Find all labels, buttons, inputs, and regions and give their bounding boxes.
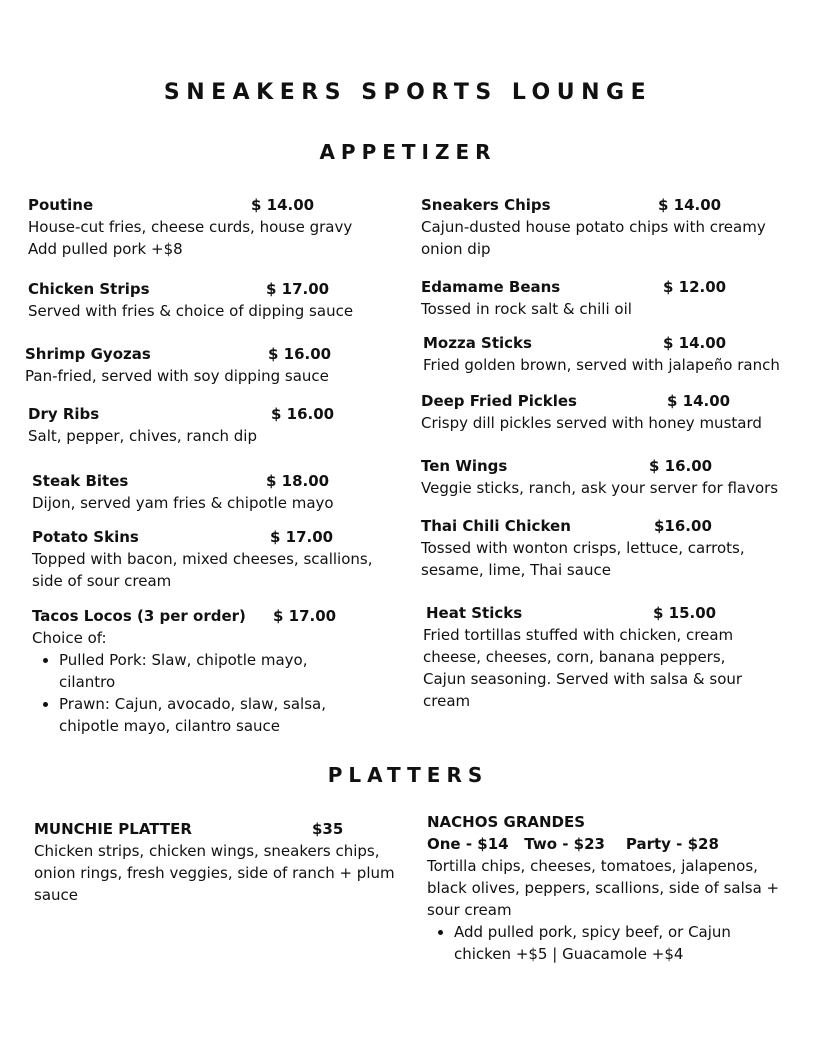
item-name: Sneakers Chips	[421, 196, 551, 214]
item-description: Salt, pepper, chives, ranch dip	[28, 427, 257, 445]
item-price: $ 16.00	[649, 457, 713, 475]
menu-item-thai-chili-chicken	[421, 515, 791, 581]
item-price: $ 18.00	[266, 472, 330, 490]
item-description: Crispy dill pickles served with honey mustard	[421, 414, 762, 432]
menu-item-poutine	[28, 194, 398, 260]
item-price: $ 12.00	[663, 278, 727, 296]
menu-item-steak-bites	[32, 470, 398, 514]
menu-item-chicken-strips	[28, 278, 398, 322]
item-description: Choice of:	[32, 629, 107, 647]
item-name: Shrimp Gyozas	[25, 345, 151, 363]
item-price: $ 17.00	[270, 528, 334, 546]
item-price: $ 16.00	[268, 345, 332, 363]
item-description: Tossed with wonton crisps, lettuce, carrots, sesame, lime, Thai sauce	[421, 539, 745, 579]
menu-title: SNEAKERS SPORTS LOUNGE	[163, 80, 653, 105]
item-name: NACHOS GRANDES	[427, 813, 586, 831]
menu-item-deep-fried-pickles	[421, 390, 806, 434]
item-description: Topped with bacon, mixed cheeses, scallions, side of sour cream	[32, 550, 373, 590]
menu-item-nachos-grandes	[427, 811, 787, 965]
item-name: Potato Skins	[32, 528, 139, 546]
menu-item-shrimp-gyozas	[25, 343, 395, 387]
menu-item-sneakers-chips	[421, 194, 801, 260]
item-price: $ 17.00	[266, 280, 330, 298]
item-price: $16.00	[654, 517, 712, 535]
item-price: $ 14.00	[667, 392, 731, 410]
list-item: • Pulled Pork: Slaw, chipotle mayo, cilantro	[59, 649, 362, 693]
item-price: $ 15.00	[653, 604, 717, 622]
item-description: Veggie sticks, ranch, ask your server for flavors	[421, 479, 779, 497]
menu-item-heat-sticks	[423, 602, 773, 712]
item-name: Thai Chili Chicken	[421, 517, 571, 535]
item-name: Tacos Locos (3 per order)	[32, 607, 246, 625]
item-price: $ 14.00	[663, 334, 727, 352]
nachos-addons-list	[427, 921, 787, 965]
item-description: Dijon, served yam fries & chipotle mayo	[32, 494, 334, 512]
item-name: Poutine	[28, 196, 94, 214]
item-name: Chicken Strips	[28, 280, 150, 298]
menu-item-tacos-locos	[32, 605, 362, 737]
menu-item-edamame-beans	[421, 276, 801, 320]
item-description: Cajun-dusted house potato chips with creamy onion dip	[421, 218, 766, 258]
item-description: Chicken strips, chicken wings, sneakers chips, onion rings, fresh veggies, side of ranch + plum sauce	[34, 842, 395, 904]
taco-options-list	[32, 649, 362, 737]
item-price: $ 14.00	[251, 196, 315, 214]
item-description: Fried golden brown, served with jalapeño ranch	[423, 356, 780, 374]
item-description: Pan-fried, served with soy dipping sauce	[25, 367, 329, 385]
item-description: Tortilla chips, cheeses, tomatoes, jalapenos, black olives, peppers, scallions, side of salsa + sour cream	[427, 857, 780, 919]
menu-item-mozza-sticks	[423, 332, 811, 376]
item-description: Tossed in rock salt & chili oil	[421, 300, 632, 318]
item-name: Deep Fried Pickles	[421, 392, 577, 410]
item-addon: Add pulled pork +$8	[28, 240, 183, 258]
list-item: • Prawn: Cajun, avocado, slaw, salsa, chipotle mayo, cilantro sauce	[59, 693, 362, 737]
item-name: MUNCHIE PLATTER	[34, 820, 192, 838]
list-item: • Add pulled pork, spicy beef, or Cajun chicken +$5 | Guacamole +$4	[454, 921, 787, 965]
item-name: Edamame Beans	[421, 278, 561, 296]
item-price: $ 16.00	[271, 405, 335, 423]
item-sizes-pricing: One - $14 Two - $23 Party - $28	[427, 835, 719, 853]
item-price: $35	[312, 820, 344, 838]
menu-item-dry-ribs	[28, 403, 398, 447]
menu-item-munchie-platter	[34, 818, 402, 906]
menu-item-potato-skins	[32, 526, 400, 592]
item-name: Dry Ribs	[28, 405, 100, 423]
item-price: $ 17.00	[273, 607, 337, 625]
item-description: Served with fries & choice of dipping sauce	[28, 302, 354, 320]
item-name: Steak Bites	[32, 472, 129, 490]
section-heading-platters: PLATTERS	[327, 763, 489, 787]
item-price: $ 14.00	[658, 196, 722, 214]
item-name: Heat Sticks	[426, 604, 523, 622]
menu-item-ten-wings	[421, 455, 806, 499]
item-name: Mozza Sticks	[423, 334, 532, 352]
item-description: House-cut fries, cheese curds, house gravy	[28, 218, 353, 236]
item-description: Fried tortillas stuffed with chicken, cream cheese, cheeses, corn, banana peppers, Cajun seasoning. Served with salsa & sour cream	[423, 626, 743, 710]
item-name: Ten Wings	[421, 457, 508, 475]
section-heading-appetizer: APPETIZER	[319, 140, 497, 164]
